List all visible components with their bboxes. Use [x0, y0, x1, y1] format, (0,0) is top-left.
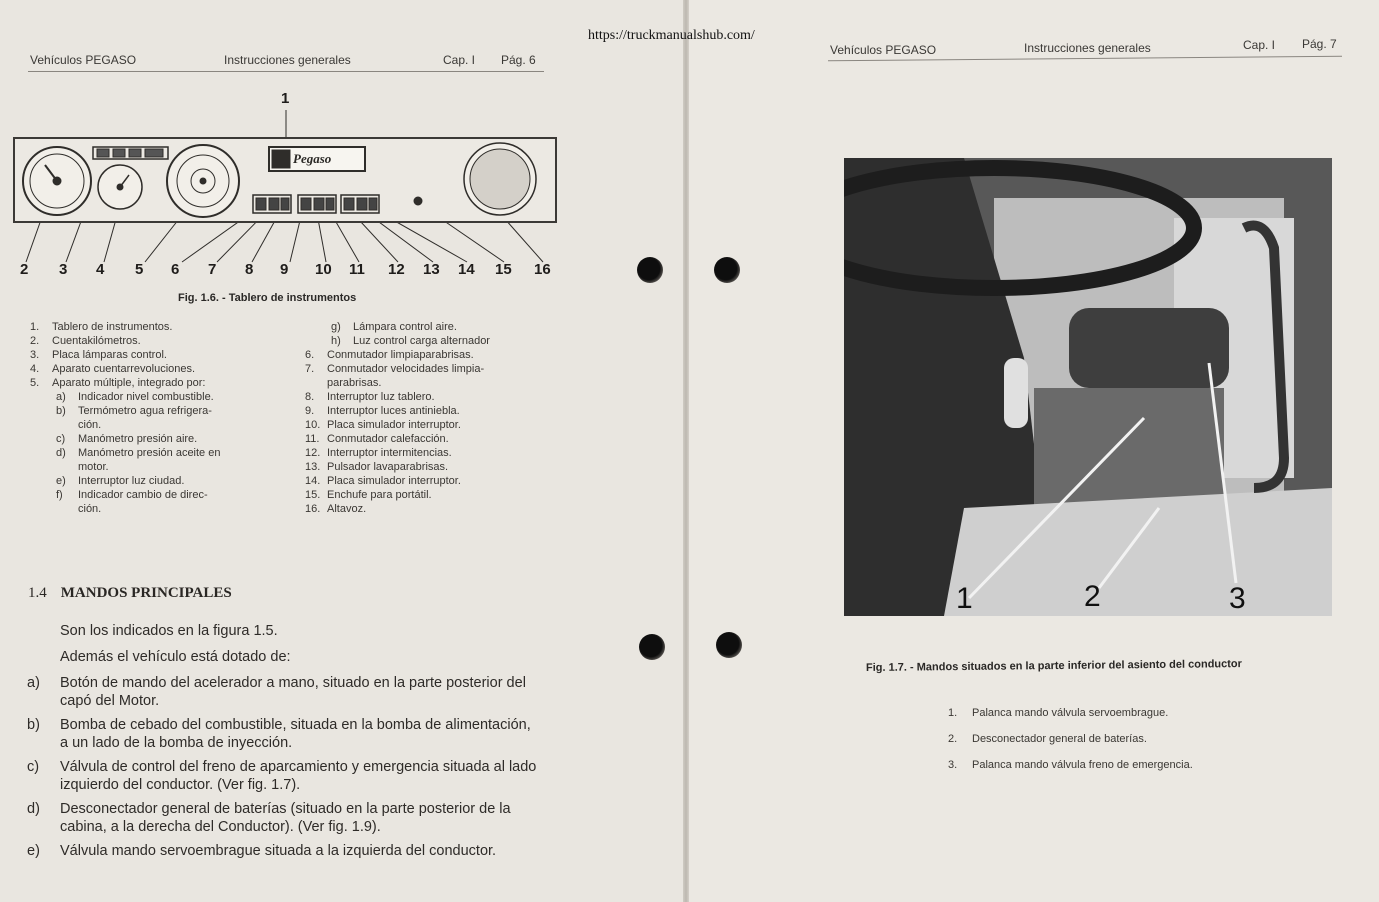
panel-logo: Pegaso — [293, 151, 332, 166]
legend-entry — [30, 418, 220, 432]
legend-entry-text: motor. — [78, 461, 109, 473]
legend-entry-number: g) — [331, 321, 341, 333]
legend-entry-number: f) — [56, 489, 63, 501]
figure-1-6-caption: Fig. 1.6. - Tablero de instrumentos — [178, 292, 357, 304]
binder-hole-left-bottom — [639, 634, 665, 660]
legend-entry — [305, 460, 490, 474]
legend-entry — [305, 362, 490, 376]
legend-right-column — [305, 320, 490, 516]
legend-entry-text: Conmutador calefacción. — [327, 433, 449, 445]
legend-entry — [305, 432, 490, 446]
legend-entry-number: 9. — [305, 405, 315, 417]
section-number: 1.4 — [28, 585, 47, 601]
left-header-brand: Vehículos PEGASO — [30, 53, 137, 67]
legend-entry — [305, 376, 490, 390]
control-item-text: Botón de mando del acelerador a mano, situado en la parte posterior del capó del Motor. — [60, 675, 526, 709]
right-header-page: Pág. 7 — [1302, 37, 1337, 51]
callout-13: 13 — [423, 261, 440, 278]
photo-label-2: 2 — [1084, 580, 1101, 613]
binder-hole-right-bottom — [716, 632, 742, 658]
legend-entry-text: Interruptor luz tablero. — [327, 391, 435, 403]
photo-label-3: 3 — [1229, 582, 1246, 615]
instrument-panel — [13, 137, 557, 223]
legend-entry — [30, 348, 220, 362]
legend-entry-text: Conmutador velocidades limpia- — [327, 363, 485, 375]
legend-entry — [30, 432, 220, 446]
legend-entry-text: Enchufe para portátil. — [327, 489, 432, 501]
legend-left-column — [30, 320, 220, 516]
legend-entry-text: Interruptor luces antiniebla. — [327, 405, 460, 417]
legend-entry — [305, 488, 490, 502]
section-title-text: MANDOS PRINCIPALES — [60, 585, 232, 601]
control-item — [27, 842, 540, 860]
legend-entry-number: b) — [56, 405, 66, 417]
legend-entry — [305, 320, 490, 334]
right-legend-entry — [948, 700, 1193, 726]
legend-entry-number: 8. — [305, 391, 315, 403]
legend-entry-text: Placa lámparas control. — [52, 349, 167, 361]
legend-entry-text: Manómetro presión aire. — [78, 433, 198, 445]
control-item — [27, 800, 540, 836]
control-item-label: c) — [27, 759, 40, 775]
right-legend-text: Palanca mando válvula servoembrague. — [972, 707, 1169, 719]
legend-entry — [30, 320, 220, 334]
right-legend-number: 1. — [948, 707, 958, 719]
legend-entry-number: 3. — [30, 349, 40, 361]
legend-entry-text: Termómetro agua refrigera- — [78, 405, 212, 417]
legend-entry-text: Altavoz. — [327, 503, 367, 515]
right-legend-text: Desconectador general de baterías. — [972, 733, 1147, 745]
control-item-label: e) — [27, 843, 40, 859]
cab-photo — [844, 158, 1332, 616]
legend-entry-text: Pulsador lavaparabrisas. — [327, 461, 449, 473]
right-legend-text: Palanca mando válvula freno de emergencia. — [972, 759, 1193, 771]
legend-entry — [305, 446, 490, 460]
legend-entry — [305, 418, 490, 432]
control-item-text: Bomba de cebado del combustible, situada en la bomba de alimentación, a un lado de la bomba de inyección. — [60, 717, 531, 751]
legend-entry-text: Aparato cuentarrevoluciones. — [52, 363, 196, 375]
legend-entry-number: e) — [56, 475, 66, 487]
control-item-text: Desconectador general de baterías (situado en la parte posterior de la cabina, a la derecha del Conductor). (Ver fig. 1.9). — [60, 801, 511, 835]
legend-entry — [30, 362, 220, 376]
legend-entry-number: 12. — [305, 447, 321, 459]
section-title — [28, 585, 232, 602]
callout-16: 16 — [534, 261, 551, 278]
callout-7: 7 — [208, 261, 217, 278]
callout-8: 8 — [245, 261, 254, 278]
legend-entry-number: 4. — [30, 363, 40, 375]
legend-entry-number: h) — [331, 335, 341, 347]
legend-entry-text: Tablero de instrumentos. — [52, 321, 173, 333]
left-header-page: Pág. 6 — [501, 53, 536, 67]
legend-entry — [30, 488, 220, 502]
legend-entry-text: Aparato múltiple, integrado por: — [52, 377, 206, 389]
legend-entry — [305, 348, 490, 362]
right-header-brand: Vehículos PEGASO — [830, 43, 937, 57]
legend-entry — [305, 474, 490, 488]
right-legend-entry — [948, 726, 1193, 752]
legend-entry — [305, 334, 490, 348]
legend-entry — [30, 474, 220, 488]
control-item — [27, 758, 540, 794]
legend-entry-text: ción. — [78, 503, 102, 515]
legend-entry-text: Interruptor luz ciudad. — [78, 475, 185, 487]
legend-entry — [30, 460, 220, 474]
legend-entry — [305, 390, 490, 404]
legend-entry-text: Indicador cambio de direc- — [78, 489, 208, 501]
right-header-chapter: Cap. I — [1243, 38, 1276, 52]
legend-entry-number: 14. — [305, 475, 321, 487]
legend-entry-number: 11. — [305, 433, 320, 445]
legend-entry-text: ción. — [78, 419, 102, 431]
left-header-section: Instrucciones generales — [224, 53, 351, 67]
legend-entry-text: Cuentakilómetros. — [52, 335, 141, 347]
legend-entry — [305, 502, 490, 516]
legend-entry-number: 6. — [305, 349, 315, 361]
legend-entry-text: Placa simulador interruptor. — [327, 419, 461, 431]
legend-entry-text: Luz control carga alternador — [353, 335, 490, 347]
legend-entry-number: a) — [56, 391, 66, 403]
figure-1-7-caption: Fig. 1.7. - Mandos situados en la parte inferior del asiento del conductor — [865, 658, 1242, 674]
callout-2: 2 — [20, 261, 29, 278]
controls-list — [27, 674, 540, 866]
cab-photo-drawing — [844, 158, 1332, 616]
legend-entry-number: 13. — [305, 461, 321, 473]
legend-entry-text: Lámpara control aire. — [353, 321, 457, 333]
legend-entry-text: Placa simulador interruptor. — [327, 475, 461, 487]
control-item-label: d) — [27, 801, 40, 817]
left-header-chapter: Cap. I — [443, 53, 476, 67]
control-item — [27, 674, 540, 710]
photo-label-1: 1 — [956, 582, 973, 615]
control-item-text: Válvula de control del freno de aparcamiento y emergencia situada al lado izquierdo del conductor. (Ver fig. 1.7). — [60, 759, 537, 793]
control-item-text: Válvula mando servoembrague situada a la izquierda del conductor. — [60, 843, 497, 859]
callout-4: 4 — [96, 261, 105, 278]
legend-entry-number: 1. — [30, 321, 40, 333]
instrument-panel-drawing — [15, 139, 555, 221]
callout-9: 9 — [280, 261, 289, 278]
right-header-section: Instrucciones generales — [1024, 41, 1151, 55]
legend-entry-number: 15. — [305, 489, 321, 501]
legend-entry-number: 10. — [305, 419, 321, 431]
source-url[interactable]: https://truckmanualshub.com/ — [588, 28, 755, 43]
legend-entry-text: Interruptor intermitencias. — [327, 447, 452, 459]
right-legend-number: 3. — [948, 759, 958, 771]
binder-hole-left-top — [637, 257, 663, 283]
legend-entry-number: 2. — [30, 335, 40, 347]
control-item — [27, 716, 540, 752]
legend-entry-text: Manómetro presión aceite en — [78, 447, 221, 459]
callout-11: 11 — [349, 261, 365, 278]
legend-entry-number: 7. — [305, 363, 315, 375]
legend-entry — [30, 376, 220, 390]
control-item-label: a) — [27, 675, 40, 691]
right-legend-entry — [948, 752, 1193, 778]
legend-entry — [305, 404, 490, 418]
legend-entry-text: parabrisas. — [327, 377, 382, 389]
legend-entry-number: 16. — [305, 503, 321, 515]
callout-5: 5 — [135, 261, 144, 278]
callout-14: 14 — [458, 261, 475, 278]
right-legend-number: 2. — [948, 733, 958, 745]
legend-entry-number: 5. — [30, 377, 40, 389]
callout-12: 12 — [388, 261, 405, 278]
legend-entry-text: Indicador nivel combustible. — [78, 391, 214, 403]
legend-entry — [30, 502, 220, 516]
callout-1: 1 — [281, 90, 290, 107]
intro-paragraph-2: Además el vehículo está dotado de: — [60, 649, 291, 665]
right-legend-list — [948, 700, 1193, 778]
legend-entry-text: Conmutador limpiaparabrisas. — [327, 349, 474, 361]
legend-entry — [30, 334, 220, 348]
control-item-label: b) — [27, 717, 40, 733]
legend-entry-number: d) — [56, 447, 66, 459]
legend-entry — [30, 446, 220, 460]
callout-10: 10 — [315, 261, 332, 278]
callout-6: 6 — [171, 261, 180, 278]
callout-3: 3 — [59, 261, 68, 278]
legend-entry-number: c) — [56, 433, 66, 445]
binder-hole-right-top — [714, 257, 740, 283]
intro-paragraph-1: Son los indicados en la figura 1.5. — [60, 623, 278, 639]
callout-15: 15 — [495, 261, 512, 278]
legend-entry — [30, 390, 220, 404]
legend-entry — [30, 404, 220, 418]
